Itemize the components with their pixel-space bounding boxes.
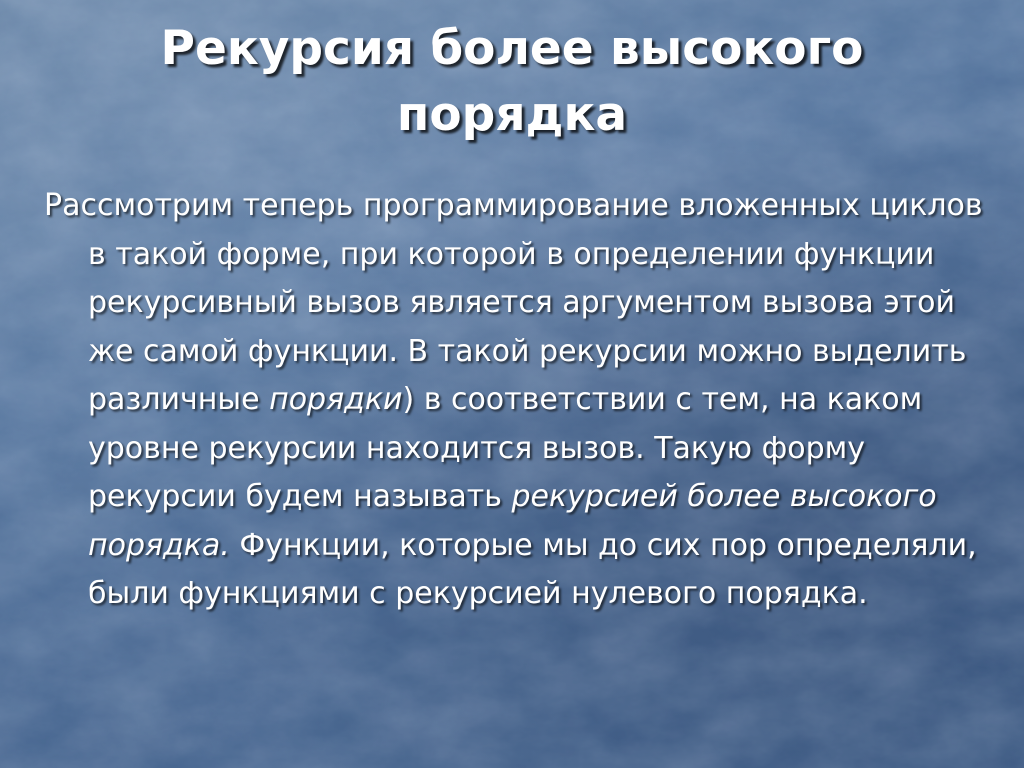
title-line-1: Рекурсия более высокого — [160, 21, 864, 76]
body-text-part-1: Рассмотрим теперь программирование вложенных циклов в такой форме, при которой в определении функции рекурсивный вызов является аргументом вызова этой же самой функции. В такой рекурсии можно выделить различные — [44, 188, 983, 417]
italic-term-higher-order-recursion: рекурсией более высокого порядка. — [88, 479, 937, 563]
body-text-part-2: ) в соответствии с тем, на каком уровне рекурсии находится вызов. Такую форму рекурсии будем называть — [88, 382, 923, 514]
body-paragraph — [44, 182, 994, 619]
title-line-2: порядка — [396, 87, 628, 142]
italic-term-orders: порядки — [269, 382, 403, 417]
slide-title — [60, 16, 964, 148]
body-text-part-3: Функции, которые мы до сих пор определяли, были функциями с рекурсией нулевого порядка. — [88, 527, 977, 611]
